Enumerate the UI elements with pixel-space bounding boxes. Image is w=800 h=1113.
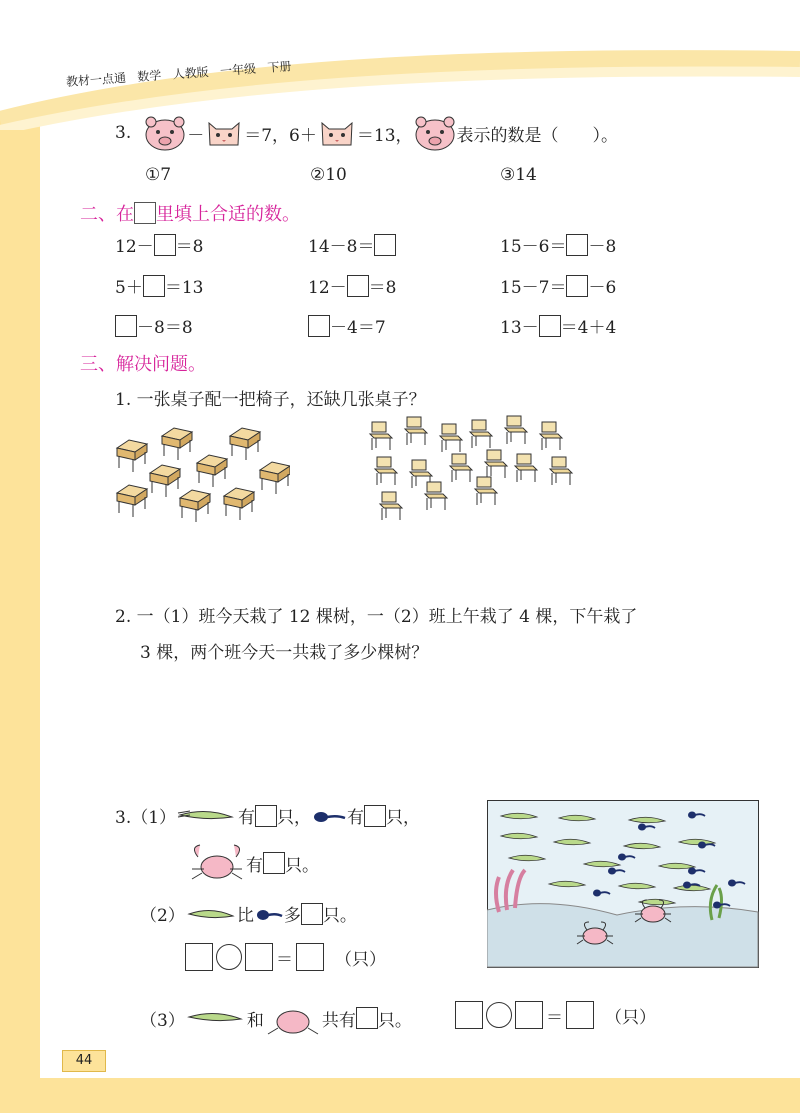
s2-r2c3 — [500, 273, 616, 298]
p3-text: （3） — [140, 1010, 185, 1031]
p3-text: 只。 — [322, 906, 357, 926]
problem-3-3-equation — [455, 1001, 656, 1029]
desk-icon — [150, 465, 180, 497]
s2-r2c2 — [308, 273, 396, 298]
question-3 — [115, 113, 618, 153]
desk-icon — [180, 490, 210, 522]
s2-r2c1 — [115, 273, 203, 298]
q3-tail: 表示的数是（ ）。 — [456, 125, 619, 146]
answer-box[interactable] — [301, 903, 323, 925]
desk-icon — [230, 428, 260, 460]
shrimp-icon — [176, 805, 238, 827]
problem-1: 1. 一张桌子配一把椅子，还缺几张桌子？ — [115, 390, 426, 410]
s2-text: ＝8 — [368, 278, 397, 298]
section-3-title: 三、解决问题。 — [80, 354, 206, 375]
p3-text: 只。 — [377, 1010, 412, 1031]
cat-face-icon — [317, 115, 357, 151]
s2-text: 14－8＝ — [308, 237, 375, 257]
s2-text: 12－ — [115, 237, 154, 257]
header-publisher: 人教版 — [172, 65, 210, 82]
shrimp-icon — [185, 904, 237, 924]
header-term: 下册 — [266, 59, 292, 75]
answer-box[interactable] — [374, 234, 396, 256]
tadpole-icon — [254, 904, 284, 924]
desk-icon — [117, 440, 147, 472]
operator-circle[interactable] — [216, 944, 242, 970]
answer-box[interactable] — [143, 275, 165, 297]
header-grade: 一年级 — [219, 61, 257, 79]
s2-text: －4＝7 — [330, 318, 386, 338]
q3-option-1: ①7 — [145, 165, 172, 185]
chair-icon — [370, 422, 392, 450]
q3-number: 3. — [115, 123, 132, 143]
p3-text: （只） — [605, 1007, 656, 1028]
answer-box[interactable] — [296, 943, 324, 971]
header-book: 教材一点通 — [65, 70, 127, 89]
pig-face-icon — [143, 115, 187, 151]
q3-eq1: ＝7，6＋ — [244, 125, 317, 146]
chair-icon — [485, 450, 507, 478]
chair-icon — [380, 492, 402, 520]
desk-icon — [197, 455, 227, 487]
p3-number: 3.（1） — [115, 808, 177, 828]
s2-text: 15－7＝ — [500, 278, 567, 298]
section-2-title-pre: 二、在 — [80, 204, 134, 225]
chair-icon — [550, 457, 572, 485]
answer-box[interactable] — [308, 315, 330, 337]
chair-icon — [470, 420, 492, 448]
p3-text: 和 — [246, 1010, 264, 1031]
answer-box — [134, 202, 156, 224]
chair-icon — [505, 416, 527, 444]
answer-box[interactable] — [255, 805, 277, 827]
page-number: 44 — [62, 1050, 106, 1072]
chair-icon — [450, 454, 472, 482]
s2-r1c1 — [115, 232, 203, 257]
s2-text: 13－ — [500, 318, 539, 338]
p3-text: ＝ — [276, 949, 293, 970]
s2-r1c3 — [500, 232, 616, 257]
s2-text: 15－6＝ — [500, 237, 567, 257]
p3-text: 有 — [238, 808, 256, 828]
answer-box[interactable] — [263, 852, 285, 874]
desk-icon — [162, 428, 192, 460]
problem-3-1-crab — [188, 843, 319, 883]
crab-icon — [188, 843, 246, 883]
s2-r3c1 — [115, 313, 193, 338]
section-2-title-post: 里填上合适的数。 — [156, 204, 300, 225]
chair-icon — [540, 422, 562, 450]
answer-box[interactable] — [347, 275, 369, 297]
pig-face-icon — [413, 115, 457, 151]
p3-text: 只， — [277, 808, 312, 828]
chair-icon — [475, 477, 497, 505]
answer-box[interactable] — [364, 805, 386, 827]
s2-text: －6 — [588, 278, 617, 298]
answer-box[interactable] — [245, 943, 273, 971]
chairs-illustration — [365, 412, 585, 530]
tadpole-icon — [311, 805, 347, 827]
problem-3-1 — [115, 803, 420, 828]
answer-box[interactable] — [566, 275, 588, 297]
pond-scene-illustration — [487, 800, 759, 968]
q3-option-2: ②10 — [310, 165, 347, 185]
problem-3-2 — [140, 901, 357, 926]
answer-box[interactable] — [515, 1001, 543, 1029]
crab-icon — [264, 998, 322, 1038]
header-swoosh — [0, 0, 800, 130]
q3-option-3: ③14 — [500, 165, 537, 185]
problem-3-3 — [140, 998, 412, 1038]
left-margin-band — [0, 90, 40, 1113]
answer-box[interactable] — [455, 1001, 483, 1029]
p3-text: 有 — [246, 855, 263, 876]
desk-icon — [224, 488, 254, 520]
s2-text: 12－ — [308, 278, 347, 298]
answer-box[interactable] — [154, 234, 176, 256]
header-subject: 数学 — [136, 68, 162, 84]
p3-text: 共有 — [321, 1010, 356, 1031]
p3-text: 比 — [236, 906, 254, 926]
s2-text: ＝13 — [164, 278, 204, 298]
s2-r1c2 — [308, 232, 396, 257]
p3-text: 多 — [283, 906, 301, 926]
p3-text: ＝ — [546, 1007, 563, 1028]
desk-icon — [117, 485, 147, 517]
s2-text: －8 — [588, 237, 617, 257]
chair-icon — [440, 424, 462, 452]
desks-illustration — [110, 418, 290, 528]
s2-text: 5＋ — [115, 278, 143, 298]
answer-box[interactable] — [566, 1001, 594, 1029]
answer-box[interactable] — [566, 234, 588, 256]
p3-text: 只， — [386, 808, 421, 828]
chair-icon — [375, 457, 397, 485]
chair-icon — [405, 417, 427, 445]
problem-3-2-equation — [185, 943, 386, 971]
operator-circle[interactable] — [486, 1002, 512, 1028]
p3-text: （只） — [335, 949, 386, 970]
problem-2-line-1: 2. 一（1）班今天栽了 12 棵树，一（2）班上午栽了 4 棵，下午栽了 — [115, 607, 638, 627]
answer-box[interactable] — [356, 1007, 378, 1029]
problem-2-line-2: 3 棵，两个班今天一共栽了多少棵树？ — [140, 643, 429, 663]
s2-text: －8＝8 — [137, 318, 193, 338]
cat-face-icon — [204, 115, 244, 151]
answer-box[interactable] — [185, 943, 213, 971]
chair-icon — [425, 482, 447, 510]
p3-text: 有 — [347, 808, 365, 828]
desk-icon — [260, 462, 290, 494]
p3-text: 只。 — [285, 855, 319, 876]
answer-box[interactable] — [115, 315, 137, 337]
s2-r3c3 — [500, 313, 616, 338]
section-2-title — [80, 200, 300, 226]
chair-icon — [515, 454, 537, 482]
q3-eq2: ＝13， — [356, 125, 413, 146]
q3-minus: － — [187, 125, 205, 146]
s2-r3c2 — [308, 313, 386, 338]
shrimp-icon — [185, 1007, 247, 1029]
answer-box[interactable] — [539, 315, 561, 337]
s2-text: ＝4＋4 — [560, 318, 617, 338]
s2-text: ＝8 — [175, 237, 204, 257]
p3-text: （2） — [140, 906, 185, 926]
bottom-margin-band — [0, 1078, 800, 1113]
